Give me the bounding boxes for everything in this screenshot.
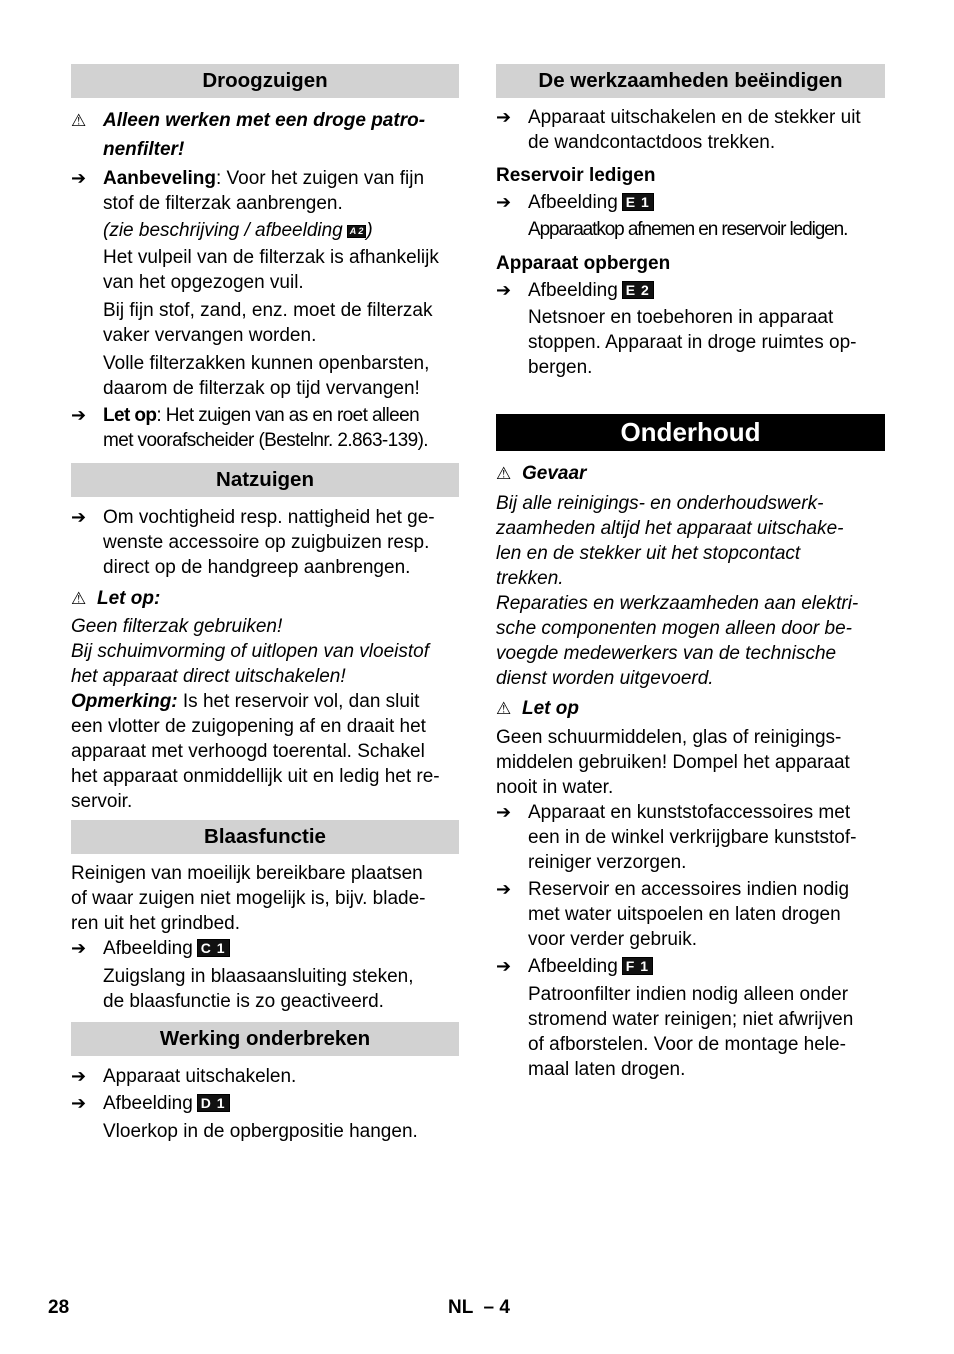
paragraph-full-bags: Volle filterzakken kunnen openbarsten, daarom de filterzak op tijd vervangen!: [103, 353, 430, 399]
plastic-care-step: ➔ Apparaat en kunststofaccessoires met een in de winkel verkrijgbare kunststof- reiniger verzorgen.: [496, 802, 857, 873]
figure-badge-e2: E 2: [622, 281, 654, 299]
figure-badge-f1: F 1: [622, 957, 653, 975]
recommendation-reference: (zie beschrijving / afbeelding A 2 ): [103, 220, 373, 241]
notice-label: Let op: [103, 405, 157, 426]
language-page-label: NL – 4: [448, 1297, 510, 1318]
section-heading-beeindigen: De werkzaamheden beëindigen: [496, 64, 885, 98]
wet-warning-text: Geen filterzak gebruiken! Bij schuimvorming of uitlopen van vloeistof het apparaat direct uitschakelen!: [71, 616, 430, 687]
danger-text: Bij alle reinigings- en onderhoudswerk- zaamheden altijd het apparaat uitschake- len en de stekker uit het stopcontact trekken. Reparaties en werkzaamheden aan elektri- sche componenten mogen alleen door be- voegde medewerkers van de technische dienst worden uitgevoerd.: [496, 493, 859, 689]
ash-notice-step: ➔ Let op: Het zuigen van as en roet alleen: [71, 405, 420, 426]
finish-step: ➔ Apparaat uitschakelen en de stekker uit de wandcontactdoos trekken.: [496, 107, 861, 153]
arrow-right-icon: ➔: [71, 1066, 87, 1086]
blow-function-paragraph: Reinigen van moeilijk bereikbare plaatsen of waar zuigen niet mogelijk is, bijv. blade- ren uit het grindbed.: [71, 863, 426, 934]
arrow-right-icon: ➔: [71, 1093, 87, 1113]
section-heading-onderhoud: Onderhoud: [496, 414, 885, 451]
warning-text: Alleen werken met een droge patro-: [103, 110, 426, 131]
recommendation-text: : Voor het zuigen van fijn: [215, 168, 425, 189]
blow-instruction: Zuigslang in blaasaansluiting steken, de blaasfunctie is zo geactiveerd.: [103, 966, 414, 1012]
left-column: [71, 64, 459, 1144]
rinse-step: ➔ Reservoir en accessoires indien nodig met water uitspoelen en laten drogen voor verder gebruik.: [496, 879, 850, 950]
subheading-reservoir-ledigen: Reservoir ledigen: [496, 165, 656, 186]
paragraph-fill-level: Het vulpeil van de filterzak is afhankelijk van het opgezogen vuil.: [103, 247, 439, 293]
caution-text: Geen schuurmiddelen, glas of reinigings- middelen gebruiken! Dompel het apparaat nooit in water.: [496, 727, 850, 798]
figure-badge-a2: A 2: [347, 225, 367, 238]
storage-instruction: Netsnoer en toebehoren in apparaat stoppen. Apparaat in droge ruimtes op- bergen.: [528, 307, 857, 378]
arrow-right-icon: ➔: [496, 879, 512, 899]
figure-step-e1: ➔ Afbeelding E 1: [496, 190, 885, 215]
notice-text-2: met voorafscheider (Bestelnr. 2.863-139).: [103, 430, 428, 451]
arrow-right-icon: ➔: [71, 168, 87, 188]
paragraph-fine-dust: Bij fijn stof, zand, enz. moet de filterzak vaker vervangen worden.: [103, 300, 433, 346]
arrow-right-icon: ➔: [71, 938, 87, 958]
arrow-right-icon: ➔: [496, 107, 512, 127]
recommendation-text-2: stof de filterzak aanbrengen.: [103, 193, 343, 214]
parking-instruction: Vloerkop in de opbergpositie hangen.: [103, 1121, 418, 1142]
arrow-right-icon: ➔: [71, 507, 87, 527]
figure-badge-c1: C 1: [197, 939, 230, 957]
warning-block: [71, 108, 459, 133]
warning-triangle-icon: ⚠: [496, 699, 512, 718]
arrow-right-icon: ➔: [496, 192, 512, 212]
empty-reservoir-instruction: Apparaatkop afnemen en reservoir ledigen.: [528, 219, 848, 240]
warning-heading: ⚠ Let op:: [71, 588, 161, 609]
figure-badge-e1: E 1: [622, 193, 654, 211]
figure-step-f1: ➔ Afbeelding F 1: [496, 954, 885, 979]
arrow-right-icon: ➔: [496, 280, 512, 300]
figure-badge-d1: D 1: [197, 1094, 230, 1112]
caution-heading: ⚠ Let op: [496, 698, 579, 719]
warning-triangle-icon: ⚠: [496, 464, 512, 483]
section-heading-natzuigen: Natzuigen: [71, 463, 459, 497]
note-paragraph: Opmerking: Is het reservoir vol, dan sluit een vlotter de zuigopening af en draait het apparaat met verhoogd toerental. Schakel het apparaat onmiddellijk uit en ledig het re- servoir.: [71, 691, 440, 812]
section-heading-blaasfunctie: Blaasfunctie: [71, 820, 459, 854]
figure-step-c1: ➔ Afbeelding C 1: [71, 936, 459, 961]
switch-off-step: ➔ Apparaat uitschakelen.: [71, 1066, 297, 1087]
page-number: 28: [48, 1297, 70, 1318]
section-heading-droogzuigen: Droogzuigen: [71, 64, 459, 98]
recommendation-label: Aanbeveling: [103, 168, 216, 189]
arrow-right-icon: ➔: [496, 956, 512, 976]
filter-cleaning-instruction: Patroonfilter indien nodig alleen onder stromend water reinigen; niet afwrijven of afborstelen. Voor de montage hele- maal laten drogen.: [528, 984, 854, 1080]
warning-triangle-icon: ⚠: [71, 589, 87, 608]
section-heading-werking-onderbreken: Werking onderbreken: [71, 1022, 459, 1056]
arrow-right-icon: ➔: [496, 802, 512, 822]
recommendation-step: [71, 166, 459, 191]
figure-step-d1: ➔ Afbeelding D 1: [71, 1091, 459, 1116]
right-column: [496, 64, 885, 1082]
warning-triangle-icon: ⚠: [71, 111, 87, 130]
figure-step-e2: ➔ Afbeelding E 2: [496, 278, 885, 303]
subheading-apparaat-opbergen: Apparaat opbergen: [496, 253, 671, 274]
danger-heading: ⚠ Gevaar: [496, 463, 587, 484]
wet-vacuum-step: ➔ Om vochtigheid resp. nattigheid het ge- wenste accessoire op zuigbuizen resp. direct op de handgreep aanbrengen.: [71, 507, 435, 578]
warning-text-2: nenfilter!: [103, 139, 185, 160]
arrow-right-icon: ➔: [71, 405, 86, 425]
